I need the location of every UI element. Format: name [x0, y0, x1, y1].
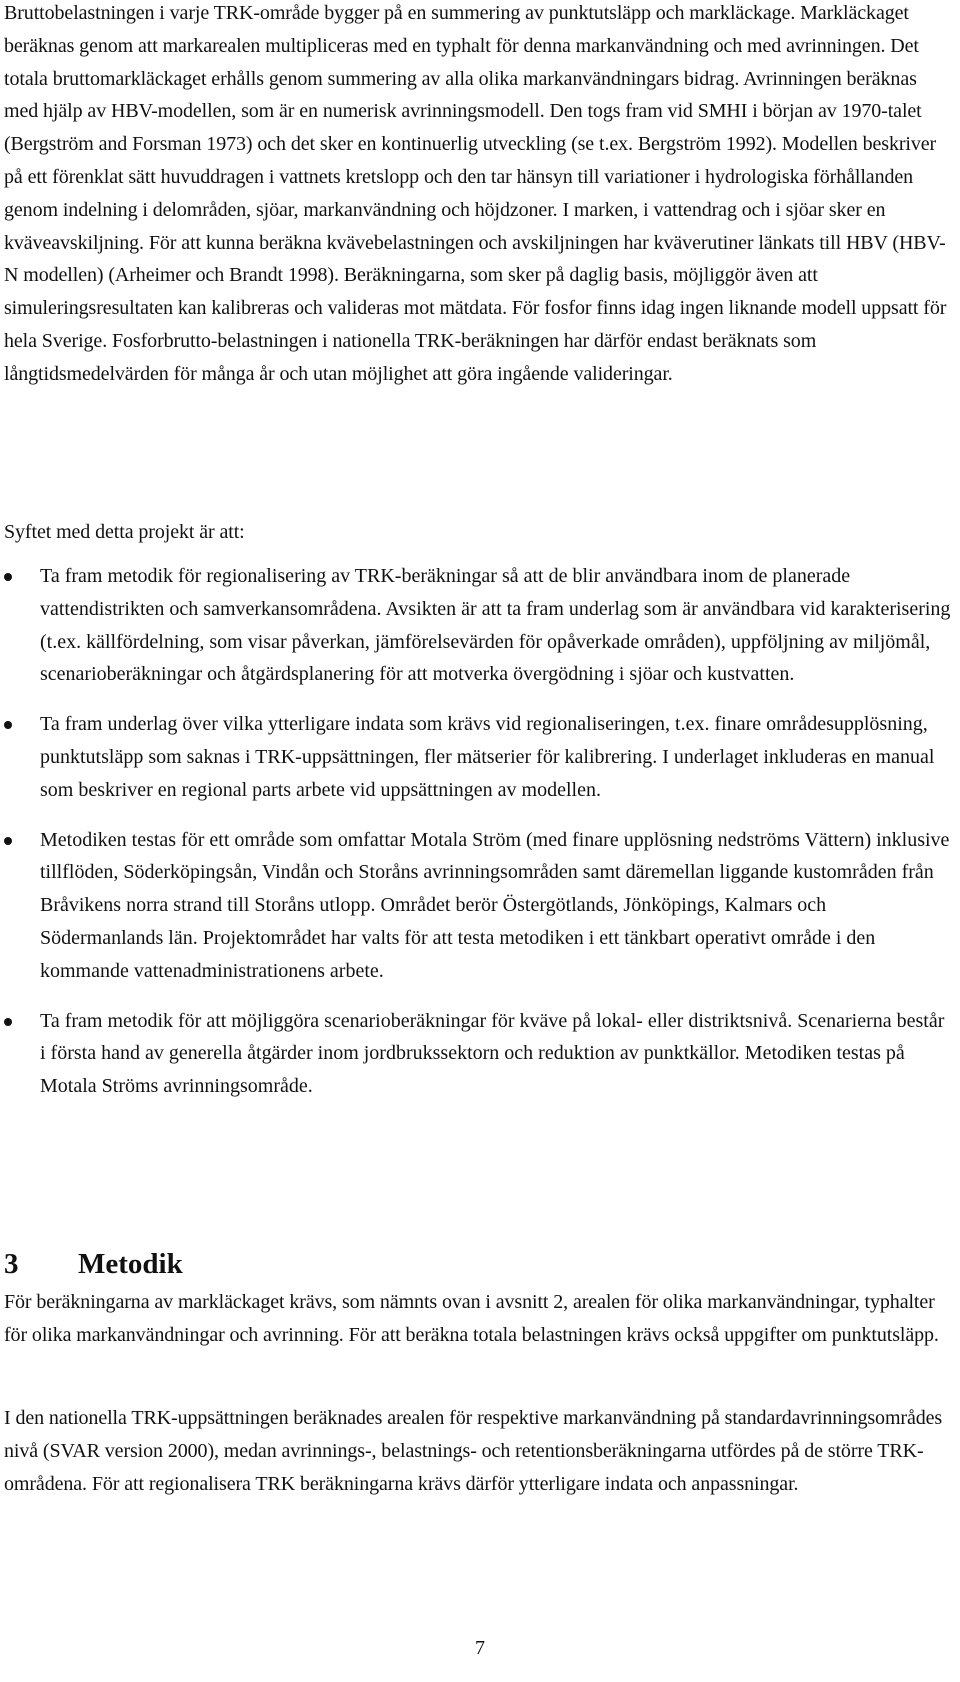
list-item-text: Ta fram metodik för regionalisering av TRK-beräkningar så att de blir användbara inom de planerade vattendistrikten och samverkansområdena. Avsikten är att ta fram underlag som är användbara vid karakterisering (t.ex. källfördelning, som visar påverkan, jämförelsevärden för opåverkade områden), uppföljning av miljömål, scenarioberäkningar och åtgärdsplanering för att motverka övergödning i sjöar och kustvatten.: [40, 565, 951, 686]
list-item-text: Ta fram underlag över vilka ytterligare indata som krävs vid regionaliseringen, t.ex. finare områdesupplösning, punktutsläpp som saknas i TRK-uppsättningen, fler mätserier för kalibrering. I underlaget inkluderas en manual som beskriver en regional parts arbete vid uppsättningen av modellen.: [40, 713, 935, 801]
method-paragraph-1: För beräkningarna av markläckaget krävs, som nämnts ovan i avsnitt 2, arealen för olika markanvändningar, typhalter för olika markanvändningar och avrinning. För att beräkna totala belastningen krävs också uppgifter om punktutsläpp.: [4, 1291, 939, 1346]
section-title: Metodik: [78, 1248, 183, 1280]
purpose-intro: Syftet med detta projekt är att:: [4, 521, 245, 543]
list-item-text: Ta fram metodik för att möjliggöra scenarioberäkningar för kväve på lokal- eller distriktsnivå. Scenarierna består i första hand av generella åtgärder inom jordbrukssektorn och reduktion av punktkällor. Metodiken testas på Motala Ströms avrinningsområde.: [40, 1009, 945, 1098]
list-item: [4, 560, 954, 691]
list-item: [4, 708, 954, 806]
purpose-list: [4, 560, 954, 1120]
list-item-text: Metodiken testas för ett område som omfattar Motala Ström (med finare upplösning nedströms Vättern) inklusive tillflöden, Söderköpingsån, Vindån och Storåns avrinningsområden samt däremellan liggande kustområden från Bråvikens norra strand till Storåns utlopp. Området berör Östergötlands, Jönköpings, Kalmars och Södermanlands län. Projektområdet har valts för att testa metodiken i ett tänkbart operativt område i den kommande vattenadministrationens arbete.: [40, 828, 950, 982]
page-number: 7: [475, 1637, 485, 1659]
bullet-icon: [4, 1018, 12, 1026]
method-paragraph-2: I den nationella TRK-uppsättningen beräknades arealen för respektive markanvändning på standardavrinningsområdes nivå (SVAR version 2000), medan avrinnings-, belastnings- och retentionsberäkningarna utfördes på de större TRK-områdena. För att regionalisera TRK beräkningarna krävs därför ytterligare indata och anpassningar.: [4, 1407, 943, 1495]
section-number: 3: [4, 1248, 19, 1280]
intro-paragraph: Bruttobelastningen i varje TRK-område bygger på en summering av punktutsläpp och markläckage. Markläckaget beräknas genom att markarealen multipliceras med en typhalt för denna markanvändning och med avrinningen. Det totala bruttomarkläckaget erhålls genom summering av alla olika markanvändningars bidrag. Avrinningen beräknas med hjälp av HBV-modellen, som är en numerisk avrinningsmodell. Den togs fram vid SMHI i början av 1970-talet (Bergström and Forsman 1973) och det sker en kontinuerlig utveckling (se t.ex. Bergström 1992). Modellen beskriver på ett förenklat sätt huvuddragen i vattnets kretslopp och den tar hänsyn till variationer i hydrologiska förhållanden genom indelning i delområden, sjöar, markanvändning och höjdzoner. I marken, i vattendrag och i sjöar sker en kväveavskiljning. För att kunna beräkna kvävebelastningen och avskiljningen har kväverutiner länkats till HBV (HBV-N modellen) (Arheimer och Brandt 1998). Beräkningarna, som sker på daglig basis, möjliggör även att simuleringsresultaten kan kalibreras och valideras mot mätdata. För fosfor finns idag ingen liknande modell uppsatt för hela Sverige. Fosforbrutto-belastningen i nationella TRK-beräkningen har därför endast beräknats som långtidsmedelvärden för många år och utan möjlighet att göra ingående valideringar.: [4, 2, 947, 385]
bullet-icon: [4, 721, 12, 729]
list-item: [4, 824, 954, 988]
list-item: [4, 1005, 954, 1103]
bullet-icon: [4, 573, 12, 581]
bullet-icon: [4, 837, 12, 845]
section-heading: [4, 1244, 183, 1284]
